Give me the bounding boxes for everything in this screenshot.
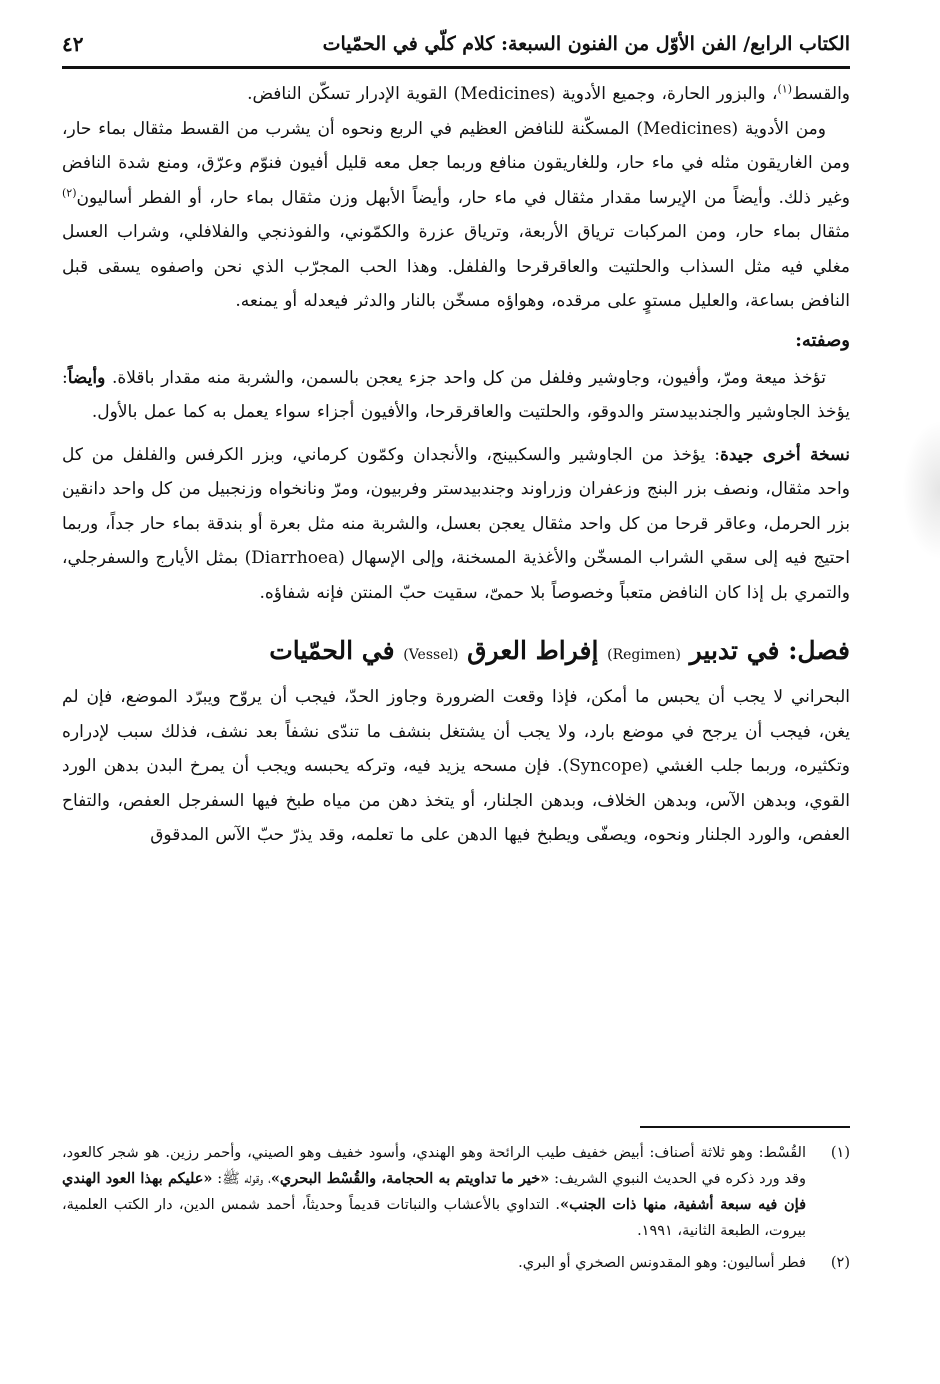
paragraph-4-text: : يؤخذ من الجاوشير والسكبينج، والأنجدان وكمّون كرماني، وبزر الكرفس والفلفل من كل واحد مثقال، ونصف بزر البنج وزعفران وزراوند وجندبيدستر وفربيون، ومرّ ونانخواه وزنجبيل من كل واحد دانقين بزر الحرمل، وعاقر قرحا من كل واحد مثقال يعجن بعسل، والشربة منه مثل بعرة أو بندقة بماء حار جداً، وربما احتيج فيه إلى سقي الشراب المسخّن والأغذية المسخنة، وإلى الإسهال (Diarrhoea) بمثل الأيارج والسفرجلي، والتمري بل إذا كان النافض متعباً وخصوصاً بلا حمىّ، سقيت حبّ المنتن فإنه شفاؤه. bbox=[62, 444, 850, 603]
paragraph-3 bbox=[62, 361, 850, 430]
paragraph-4 bbox=[62, 438, 850, 611]
paragraph-2-text-b: مثقال بماء حار، ومن المركبات ترياق الأربعة، وترياق عزرة والكمّوني، والفوذنجي والفلافلي، وشراب العسل مغلي فيه مثل السذاب والحلتيت والعاقرقرحا والفلفل. وهذا الحب المجرّب الذي نحن واصفوه يسقى قبل النافض بساعة، والعليل مستوٍ على مرقده، وهواؤه مسخّن بالنار والدثر فيعدله أو يمنعه. bbox=[62, 222, 850, 311]
footnote-1-quote-1: «خير ما تداويتم به الحجامة، والقُسْط البحري» bbox=[270, 1170, 550, 1187]
page-binding-shadow bbox=[902, 420, 940, 560]
footnote-ref-2[interactable]: (٢) bbox=[62, 185, 77, 199]
footnote-2 bbox=[62, 1250, 850, 1276]
section-title-vessel: (Vessel) bbox=[403, 647, 459, 663]
paragraph-3-text-b: : يؤخذ الجاوشير والجندبيدستر والدوقو، والحلتيت والعاقرقرحا، والأفيون أجزاء سواء يعمل به كما عمل بالأول. bbox=[62, 367, 850, 422]
paragraph-5: البحراني لا يجب أن يحبس ما أمكن، فإذا وقعت الضرورة وجاوز الحدّ، فيجب أن يروّح ويبرّد الموضع، فإن لم يغن، فيجب أن يرجح في موضع بارد، ولا يجب أن يشتغل بنشف ما تندّى نشفاً بعد نشف، فذلك سبب لإدراره وتكثيره، وربما جلب الغشي (Syncope). فإن مسحه يزيد فيه، وتركه يحبسه ويجب أن يمرخ البدن بدهن الورد القوي، وبدهن الآس، وبدهن الخلاف، وبدهن الجلنار، أو يتخذ دهن من مياه طبخ فيها السفرجل العفص، والتفاح العفص، والورد الجلنار ونحوه، ويصفّى ويطبخ فيها الدهن على ما تعلمه، وقد يذرّ حبّ الآس المدقوق bbox=[62, 687, 850, 845]
footnote-rule bbox=[640, 1126, 850, 1128]
footnote-2-text: فطر أساليون: وهو المقدونس الصخري أو البري. bbox=[518, 1255, 806, 1271]
paragraph-2 bbox=[62, 112, 850, 319]
page-number: ٤٢ bbox=[62, 32, 84, 56]
paragraph-1 bbox=[62, 77, 850, 112]
footnote-1-quote-2: «عليكم بهذا العود الهندي فإن فيه سبعة أشفية، منها ذات الجنب» bbox=[62, 1170, 806, 1213]
paragraph-1-text-a: والقسط bbox=[791, 84, 850, 104]
section-title-regimen: (Regimen) bbox=[607, 647, 681, 663]
running-header bbox=[62, 22, 850, 66]
footnote-1-text bbox=[62, 1140, 806, 1244]
header-rule bbox=[62, 66, 850, 69]
spacer bbox=[62, 430, 850, 438]
section-title-part-2: إفراط العرق bbox=[458, 636, 608, 665]
footnote-2-number: (٢) bbox=[830, 1255, 850, 1271]
section-title-part-1: فصل: في تدبير bbox=[680, 636, 850, 665]
footnote-1-text-b: ، وقوله ﷺ: bbox=[212, 1171, 271, 1187]
footnote-1-text-c: . التداوي بالأعشاب والنباتات قديماً وحديثاً، أحمد شمس الدين، دار الكتب العلمية، بيروت، الطبعة الثانية، ١٩٩١. bbox=[62, 1197, 806, 1239]
paragraph-3-text-a: تؤخذ ميعة ومرّ، وأفيون، وجاوشير وفلفل من كل واحد جزء يعجن بالسمن، والشربة منه مقدار باقلاة. bbox=[105, 367, 826, 388]
section-title bbox=[62, 626, 850, 680]
paragraph-3-bold: وأيضاً bbox=[67, 367, 106, 388]
running-title: الكتاب الرابع/ الفن الأوّل من الفنون السبعة: كلام كلّي في الحمّيات bbox=[322, 33, 850, 55]
footnote-1-number: (١) bbox=[830, 1145, 850, 1161]
footnote-ref-1[interactable]: (١) bbox=[777, 82, 792, 96]
footnote-1 bbox=[62, 1140, 850, 1244]
footnotes bbox=[62, 1140, 850, 1276]
description-heading: وصفته: bbox=[795, 329, 850, 351]
footnote-1-text-a: القُسْط: وهو ثلاثة أصناف: أبيض خفيف طيب الرائحة وهو الهندي، وأسود خفيف وهو الصيني، وأحمر رزين. هو شجر كالعود، وقد ورد ذكره في الحديث النبوي الشريف: bbox=[62, 1145, 806, 1187]
book-page bbox=[62, 22, 850, 1384]
paragraph-2-text-a: ومن الأدوية (Medicines) المسكّنة للنافض العظيم في الربع ونحوه أن يشرب من القسط مثقال بماء حار، ومن الغاريقون مثله في ماء حار، وللغاريقون منافع وربما جعل معه قليل أفيون فنوّم وعرّق، ومنع شدة النافض وغير ذلك. وأيضاً من الإيرسا مقدار مثقال في ماء حار، وأيضاً الأبهل وزن مثقال بماء حار، أو الفطر أساليون bbox=[62, 118, 850, 208]
paragraph-1-text-b: ، والبزور الحارة، وجميع الأدوية (Medicines) القوية الإدرار تسكّن النافض. bbox=[247, 84, 778, 104]
section-title-part-3: في الحمّيات bbox=[269, 636, 404, 665]
paragraph-4-lead: نسخة أخرى جيدة bbox=[719, 444, 850, 465]
